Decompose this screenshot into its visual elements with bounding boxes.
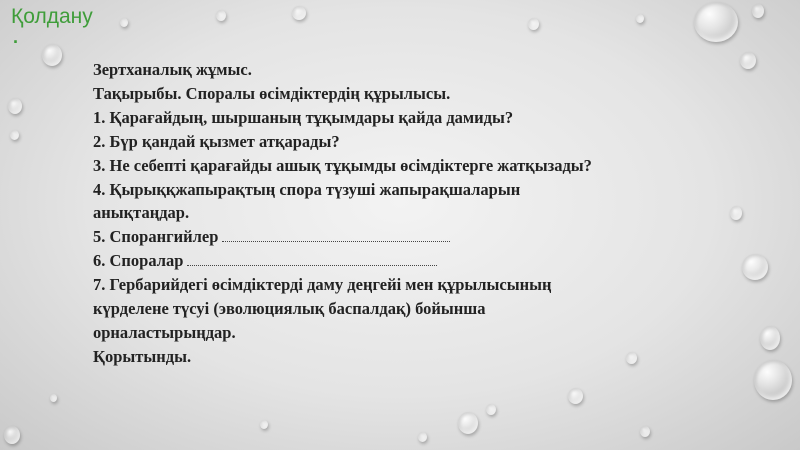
water-drop (42, 44, 62, 66)
water-drop (528, 18, 539, 30)
text-line: күрделене түсуі (эволюциялық баспалдақ) бойынша (93, 299, 486, 319)
text-line: 7. Гербарийдегі өсімдіктерді даму деңгейі мен құрылысының (93, 275, 552, 295)
water-drop (10, 130, 19, 140)
water-drop (292, 6, 306, 20)
text-line-with-blank (93, 225, 773, 249)
water-drop (8, 98, 22, 114)
text-line: 5. Спорангийлер (93, 227, 219, 247)
answer-blank (222, 240, 450, 242)
slide-title: Қолдану (11, 5, 93, 28)
water-drop (486, 404, 496, 415)
text-line: 4. Қырыққжапырақтың спора түзуші жапырақшаларын (93, 179, 521, 199)
water-drop (568, 388, 583, 404)
water-drop (418, 432, 427, 442)
water-drop (120, 18, 128, 27)
water-drop (4, 426, 20, 444)
text-line: 1. Қарағайдың, шыршаның тұқымдары қайда дамиды? (93, 107, 514, 127)
water-drop (50, 394, 57, 402)
water-drop (640, 426, 650, 437)
text-line-with-blank (93, 249, 773, 273)
text-line: Зертханалық жұмыс. (93, 60, 252, 79)
text-line: 3. Не себепті қарағайды ашық тұқымды өсімдіктерге жатқызады? (93, 155, 592, 175)
text-line: орналастырыңдар. (93, 322, 236, 342)
water-drop (694, 2, 738, 42)
water-drop (752, 4, 764, 18)
lab-work-text (93, 58, 773, 369)
water-drop (458, 412, 478, 434)
water-drop (636, 14, 644, 23)
text-line: 2. Бүр қандай қызмет атқарады? (93, 131, 340, 151)
answer-blank (187, 264, 437, 266)
water-drop (216, 10, 226, 21)
text-line: Қорытынды. (93, 346, 192, 366)
text-line: 6. Споралар (93, 251, 184, 271)
text-line: Тақырыбы. Споралы өсімдіктердің құрылысы. (93, 83, 451, 103)
water-drop (260, 420, 268, 429)
title-dot: . (13, 27, 19, 47)
text-line: анықтаңдар. (93, 203, 190, 223)
